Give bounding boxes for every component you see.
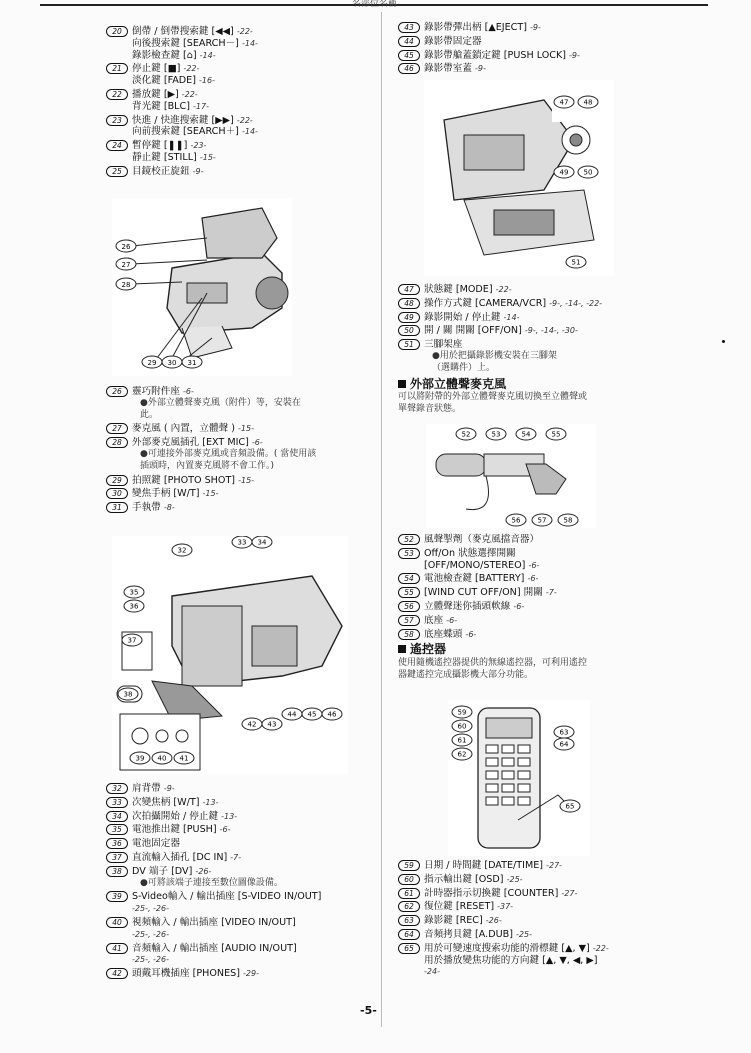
page-ref: -9-, -14-, -30- <box>524 326 578 336</box>
callout-55: 55 <box>551 430 561 439</box>
list-item <box>398 615 698 627</box>
page-ref: -13- <box>221 811 238 821</box>
item-number-badge: 34 <box>106 811 128 822</box>
list-item <box>106 502 376 514</box>
column-divider <box>381 12 382 1027</box>
list-item <box>398 22 698 34</box>
page-ref: -14- <box>199 50 216 60</box>
item-number-badge: 47 <box>398 284 420 295</box>
page-ref: -14- <box>241 127 258 137</box>
item-label: 錄影開始 / 停止鍵 -14- <box>424 311 520 323</box>
item-number-badge: 54 <box>398 573 420 584</box>
item-number-badge: 44 <box>398 36 420 47</box>
item-label: 向前搜索鍵 [SEARCH＋] -14- <box>132 126 258 138</box>
page-ref: -6- <box>528 560 540 570</box>
item-label: 音頻輸入 / 輸出插座 [AUDIO IN/OUT] <box>132 942 297 954</box>
item-label: S-Video輸入 / 輸出插座 [S-VIDEO IN/OUT] <box>132 891 322 903</box>
callout-54: 54 <box>521 430 531 439</box>
callout-58: 58 <box>563 516 573 525</box>
item-label: 靈巧附件座 -6- <box>132 386 194 397</box>
callout-35: 35 <box>129 588 139 597</box>
item-number-badge: 31 <box>106 502 128 513</box>
callout-43: 43 <box>267 720 277 729</box>
item-label <box>424 966 698 978</box>
list-item <box>106 115 376 139</box>
page-ref: -9- <box>475 64 486 74</box>
item-number-badge: 32 <box>106 783 128 794</box>
callout-32: 32 <box>177 546 187 555</box>
page-ref: -22- <box>236 115 253 125</box>
callout-26: 26 <box>121 243 131 251</box>
item-number-badge: 38 <box>106 866 128 877</box>
list-item <box>398 915 698 927</box>
camcorder-side-illustration <box>112 198 292 376</box>
list-item <box>106 968 376 980</box>
item-label: 次變焦柄 [W/T] -13- <box>132 796 219 808</box>
list-item <box>398 888 698 900</box>
callout-60: 60 <box>457 722 467 731</box>
page-ref: -6- <box>251 438 263 448</box>
item-label: 計時器指示切換鍵 [COUNTER] -27- <box>424 887 578 899</box>
page-ref: -9- <box>192 166 204 176</box>
item-label: 開 / 關 開關 [OFF/ON] -9-, -14-, -30- <box>424 325 578 337</box>
remote-section-paragraph <box>398 658 698 682</box>
item-number-badge: 46 <box>398 63 420 74</box>
remote-para-line-2: 器鍵遙控完成攝影機大部分功能。 <box>398 669 534 680</box>
callout-53: 53 <box>491 430 501 439</box>
list-item <box>398 901 698 913</box>
callout-52: 52 <box>461 430 471 439</box>
list-item <box>106 783 376 795</box>
item-number-badge: 62 <box>398 901 420 912</box>
item-number-badge: 23 <box>106 115 128 126</box>
external-mic-illustration <box>426 424 596 528</box>
page-number: -5- <box>360 1004 377 1017</box>
callout-37: 37 <box>127 636 137 645</box>
item-label: 次拍攝開始 / 停止鍵 -13- <box>132 810 238 822</box>
item-number-badge: 27 <box>106 423 128 434</box>
parts-list-20-25 <box>106 26 376 178</box>
callout-49: 49 <box>559 168 569 177</box>
item-label: 背光鍵 [BLC] -17- <box>132 100 209 112</box>
item-label: 電池固定器 <box>132 838 180 850</box>
item-label: 立體聲迷你插頭軟線 -6- <box>424 600 525 612</box>
parts-list-43-46 <box>398 22 698 75</box>
item-label: 錄影帶室蓋 -9- <box>424 63 486 75</box>
page-ref: -9- <box>163 784 175 793</box>
item-note: ●外部立體聲麥克風（附件）等，安裝在 <box>140 397 301 408</box>
item-note: （選購件）上。 <box>432 362 496 373</box>
callout-28: 28 <box>121 281 131 289</box>
parts-list-32-42 <box>106 783 376 980</box>
page-ref: -37- <box>497 902 514 912</box>
page-ref: -15- <box>199 152 216 162</box>
callout-27: 27 <box>121 261 131 269</box>
item-number-badge: 61 <box>398 888 420 899</box>
callout-47: 47 <box>559 98 569 107</box>
item-label: 倒帶 / 倒帶搜索鍵 [◀◀] -22- <box>132 26 253 37</box>
page-ref: -23- <box>190 141 207 151</box>
page-ref: -15- <box>238 424 254 434</box>
item-number-badge: 58 <box>398 629 420 640</box>
item-label: 底座 -6- <box>424 614 458 626</box>
list-item <box>106 26 376 61</box>
item-number-badge: 26 <box>106 386 128 397</box>
item-number-badge: 56 <box>398 601 420 612</box>
item-number-badge: 60 <box>398 874 420 885</box>
callout-42: 42 <box>247 720 257 729</box>
callout-29: 29 <box>147 359 157 367</box>
item-label: 快進 / 快進搜索鍵 [▶▶] -22- <box>132 114 253 126</box>
item-number-badge: 33 <box>106 797 128 808</box>
item-number-badge: 36 <box>106 838 128 849</box>
list-item <box>106 824 376 836</box>
mic-section-paragraph <box>398 392 698 416</box>
callout-46: 46 <box>327 710 337 719</box>
parts-list-52-58 <box>398 534 698 640</box>
item-label: 音頻拷貝鍵 [A.DUB] -25- <box>424 928 532 940</box>
callout-40: 40 <box>157 754 167 763</box>
callout-33: 33 <box>237 538 247 547</box>
callout-45: 45 <box>307 710 317 719</box>
tape-compartment-illustration <box>424 80 614 276</box>
item-label: 靜止鍵 [STILL] -15- <box>132 151 216 163</box>
page-ref: -25- <box>506 874 523 884</box>
parts-list-59-65 <box>398 860 698 978</box>
list-item <box>398 874 698 886</box>
list-item <box>106 89 376 113</box>
item-number-badge: 24 <box>106 140 128 151</box>
callout-61: 61 <box>457 736 467 745</box>
item-number-badge: 28 <box>106 437 128 448</box>
item-label: 狀態鍵 [MODE] -22- <box>424 284 512 295</box>
callout-51: 51 <box>571 258 581 267</box>
list-item <box>398 573 698 585</box>
page-ref: -16- <box>199 76 215 86</box>
item-number-badge: 63 <box>398 915 420 926</box>
list-item <box>398 36 698 48</box>
page-ref: -9- <box>530 23 541 32</box>
item-label: 錄影帶固定器 <box>424 35 482 47</box>
callout-39: 39 <box>135 754 145 763</box>
list-item <box>106 140 376 164</box>
parts-list-26-31 <box>106 386 376 514</box>
remote-section-title: 遙控器 <box>410 642 447 657</box>
callout-50: 50 <box>583 168 593 177</box>
page-ref: -6- <box>219 825 231 835</box>
item-number-badge: 30 <box>106 488 128 499</box>
right-column-top <box>398 22 698 77</box>
item-label: 拍照鍵 [PHOTO SHOT] -15- <box>132 474 255 486</box>
item-label: 操作方式鍵 [CAMERA/VCR] -9-, -14-, -22- <box>424 297 603 309</box>
list-item <box>398 601 698 613</box>
list-item <box>398 534 698 546</box>
camcorder-rear-illustration <box>112 536 348 774</box>
item-note: ●用於把攝錄影機安裝在三腳架 <box>432 350 557 361</box>
item-number-badge: 48 <box>398 298 420 309</box>
item-label: 電池推出鍵 [PUSH] -6- <box>132 824 231 836</box>
page-ref: -6- <box>465 629 477 639</box>
list-item <box>106 423 376 435</box>
item-label <box>132 929 376 941</box>
left-column-bottom <box>106 783 376 982</box>
callout-64: 64 <box>559 740 569 749</box>
callout-59: 59 <box>457 708 467 717</box>
item-number-badge: 39 <box>106 891 128 902</box>
item-label: 用於可變速度搜索功能的滑標鍵 [▲, ▼] -22- <box>424 942 609 954</box>
list-item <box>106 437 376 472</box>
item-label: 錄影帶艙蓋鎖定鍵 [PUSH LOCK] -9- <box>424 49 580 61</box>
list-item <box>398 339 698 374</box>
item-label: DV 端子 [DV] -26- <box>132 865 212 877</box>
item-label: 風聲掣劑（麥克風擋音器） <box>424 534 540 545</box>
page-ref: -25-, -26- <box>132 904 169 914</box>
item-number-badge: 37 <box>106 852 128 863</box>
callout-34: 34 <box>257 538 267 547</box>
item-label: 三腳架座 <box>424 339 463 351</box>
item-number-badge: 55 <box>398 587 420 598</box>
callout-57: 57 <box>537 516 547 525</box>
list-item <box>106 838 376 850</box>
item-label: 底座蝶頭 -6- <box>424 628 477 640</box>
item-label: 變焦手柄 [W/T] -15- <box>132 488 219 500</box>
item-number-badge: 59 <box>398 860 420 871</box>
page-ref: -8- <box>163 503 175 513</box>
left-column-middle <box>106 386 376 516</box>
item-label: 外部麥克風插孔 [EXT MIC] -6- <box>132 437 263 449</box>
item-label: Off/On 狀態選擇開關 <box>424 547 516 559</box>
callout-30: 30 <box>167 359 177 367</box>
page-ref: -17- <box>193 101 209 111</box>
item-number-badge: 29 <box>106 475 128 486</box>
item-label: 淡化鍵 [FADE] -16- <box>132 75 215 87</box>
callout-44: 44 <box>287 710 297 719</box>
callout-63: 63 <box>559 728 569 737</box>
list-item <box>398 629 698 641</box>
page-ref: -6- <box>446 615 458 625</box>
item-label: [WIND CUT OFF/ON] 開關 -7- <box>424 587 557 599</box>
item-label: 日期 / 時間鍵 [DATE/TIME] -27- <box>424 860 563 871</box>
list-item <box>106 891 376 915</box>
item-number-badge: 25 <box>106 166 128 177</box>
callout-48: 48 <box>583 98 593 107</box>
list-item <box>106 943 376 967</box>
callout-62: 62 <box>457 750 467 759</box>
item-number-badge: 41 <box>106 943 128 954</box>
list-item <box>398 312 698 324</box>
item-number-badge: 64 <box>398 929 420 940</box>
item-number-badge: 42 <box>106 968 128 979</box>
item-label: 用於播放變焦功能的方向鍵 [▲, ▼, ◀, ▶] <box>424 954 598 966</box>
item-label: 播放鍵 [▶] -22- <box>132 88 198 100</box>
list-item <box>106 852 376 864</box>
page-ref: -29- <box>243 969 259 979</box>
item-label: 麥克風 ( 內置，立體聲 ) -15- <box>132 423 254 435</box>
page-ref: -6- <box>513 601 525 611</box>
list-item <box>398 298 698 310</box>
list-item <box>398 929 698 941</box>
remote-section-heading <box>398 644 698 656</box>
page-ref: -15- <box>238 475 255 485</box>
list-item <box>106 386 376 421</box>
item-number-badge: 45 <box>398 50 420 61</box>
item-label: 肩背帶 -9- <box>132 783 175 794</box>
parts-list-47-51 <box>398 284 698 375</box>
remote-para-line-1: 使用隨機遙控器提供的無線遙控器，可利用遙控 <box>398 658 588 669</box>
page-ref: -15- <box>202 489 219 499</box>
item-number-badge: 43 <box>398 22 420 33</box>
item-label: 向後搜索鍵 [SEARCH－] -14- <box>132 37 258 49</box>
list-item <box>106 866 376 890</box>
item-label: 直流輸入插孔 [DC IN] -7- <box>132 851 242 863</box>
mic-para-line-1: 可以將附帶的外部立體聲麥克風切換至立體聲或 <box>398 392 588 403</box>
item-label: 錄影檢查鍵 [⌂] -14- <box>132 49 216 61</box>
item-note: ●可將該端子連接至數位圖像設備。 <box>140 877 283 888</box>
item-label <box>132 954 376 966</box>
list-item <box>398 587 698 599</box>
item-label: 目鏡校正旋鈕 -9- <box>132 165 204 177</box>
mic-para-line-2: 單聲錄音狀態。 <box>398 404 462 415</box>
item-label: 電池檢查鍵 [BATTERY] -6- <box>424 573 539 585</box>
list-item <box>398 860 698 872</box>
page-ref: -22- <box>495 285 512 294</box>
item-number-badge: 20 <box>106 26 128 37</box>
right-column-second <box>398 284 698 420</box>
remote-control-illustration <box>448 700 590 856</box>
right-column-third <box>398 534 698 686</box>
mic-section-heading <box>398 376 698 391</box>
item-number-badge: 50 <box>398 325 420 336</box>
item-label: [OFF/MONO/STEREO] -6- <box>424 559 540 571</box>
item-note: 此。 <box>140 409 159 420</box>
page-ref: -7- <box>545 588 557 598</box>
mic-section-title: 外部立體聲麥克風 <box>410 376 507 391</box>
item-label <box>132 903 376 915</box>
callout-56: 56 <box>511 516 521 525</box>
item-number-badge: 35 <box>106 824 128 835</box>
callout-31: 31 <box>187 359 197 367</box>
list-item <box>398 50 698 62</box>
item-number-badge: 22 <box>106 89 128 100</box>
callout-41: 41 <box>179 754 189 763</box>
page-ref: -13- <box>202 797 219 807</box>
list-item <box>398 548 698 572</box>
item-number-badge: 53 <box>398 548 420 559</box>
item-number-badge: 57 <box>398 615 420 626</box>
page-ref: -7- <box>230 852 242 862</box>
page-ref: -22- <box>236 27 253 36</box>
page-ref: -24- <box>424 967 440 977</box>
item-number-badge: 21 <box>106 63 128 74</box>
item-label: 錄影鍵 [REC] -26- <box>424 915 502 927</box>
item-label: 復位鍵 [RESET] -37- <box>424 901 514 913</box>
list-item <box>398 63 698 75</box>
page-ref: -14- <box>503 312 520 322</box>
item-label: 指示輸出鍵 [OSD] -25- <box>424 873 523 885</box>
page-ref: -9- <box>569 50 580 60</box>
page-ref: -22- <box>183 64 200 74</box>
page-mark <box>722 340 725 343</box>
page-ref: -27- <box>546 861 563 870</box>
callout-36: 36 <box>129 602 139 611</box>
page-ref: -9-, -14-, -22- <box>549 298 603 308</box>
page-ref: -25-, -26- <box>132 929 169 939</box>
item-label: 視頻輸入 / 輸出插座 [VIDEO IN/OUT] <box>132 916 296 928</box>
list-item <box>106 488 376 500</box>
item-number-badge: 40 <box>106 917 128 928</box>
callout-38: 38 <box>123 690 133 699</box>
page-ref: -6- <box>527 574 539 584</box>
left-column-top <box>106 26 376 180</box>
page-ref: -6- <box>183 387 194 396</box>
list-item <box>106 63 376 87</box>
page-ref: -22- <box>181 89 198 99</box>
item-number-badge: 65 <box>398 943 420 954</box>
right-column-bottom <box>398 860 698 980</box>
page-ref: -26- <box>195 866 212 876</box>
item-label: 停止鍵 [■] -22- <box>132 63 200 75</box>
item-label: 手執帶 -8- <box>132 502 175 514</box>
page-ref: -25- <box>516 929 532 939</box>
item-number-badge: 49 <box>398 312 420 323</box>
list-item <box>398 284 698 296</box>
item-label: 錄影帶彈出柄 [▲EJECT] -9- <box>424 22 541 33</box>
list-item <box>106 797 376 809</box>
header-title: 名部位名稱 <box>352 0 398 9</box>
list-item <box>106 166 376 178</box>
list-item <box>398 943 698 978</box>
page-ref: -14- <box>241 38 258 48</box>
item-label: 暫停鍵 [❚❚] -23- <box>132 140 207 152</box>
page-ref: -27- <box>561 888 578 898</box>
item-number-badge: 52 <box>398 534 420 545</box>
item-note: 插頭時，內置麥克風將不會工作。) <box>140 460 275 471</box>
page-ref: -26- <box>485 916 502 926</box>
item-number-badge: 51 <box>398 339 420 350</box>
item-note: ●可連接外部麥克風或音頻設備。( 當使用該 <box>140 448 317 459</box>
callout-65: 65 <box>565 802 575 811</box>
page-ref: -22- <box>592 943 609 953</box>
list-item <box>106 917 376 941</box>
list-item <box>106 811 376 823</box>
page-ref: -25-, -26- <box>132 955 169 965</box>
list-item <box>106 475 376 487</box>
item-label: 頭戴耳機插座 [PHONES] -29- <box>132 968 259 980</box>
list-item <box>398 325 698 337</box>
